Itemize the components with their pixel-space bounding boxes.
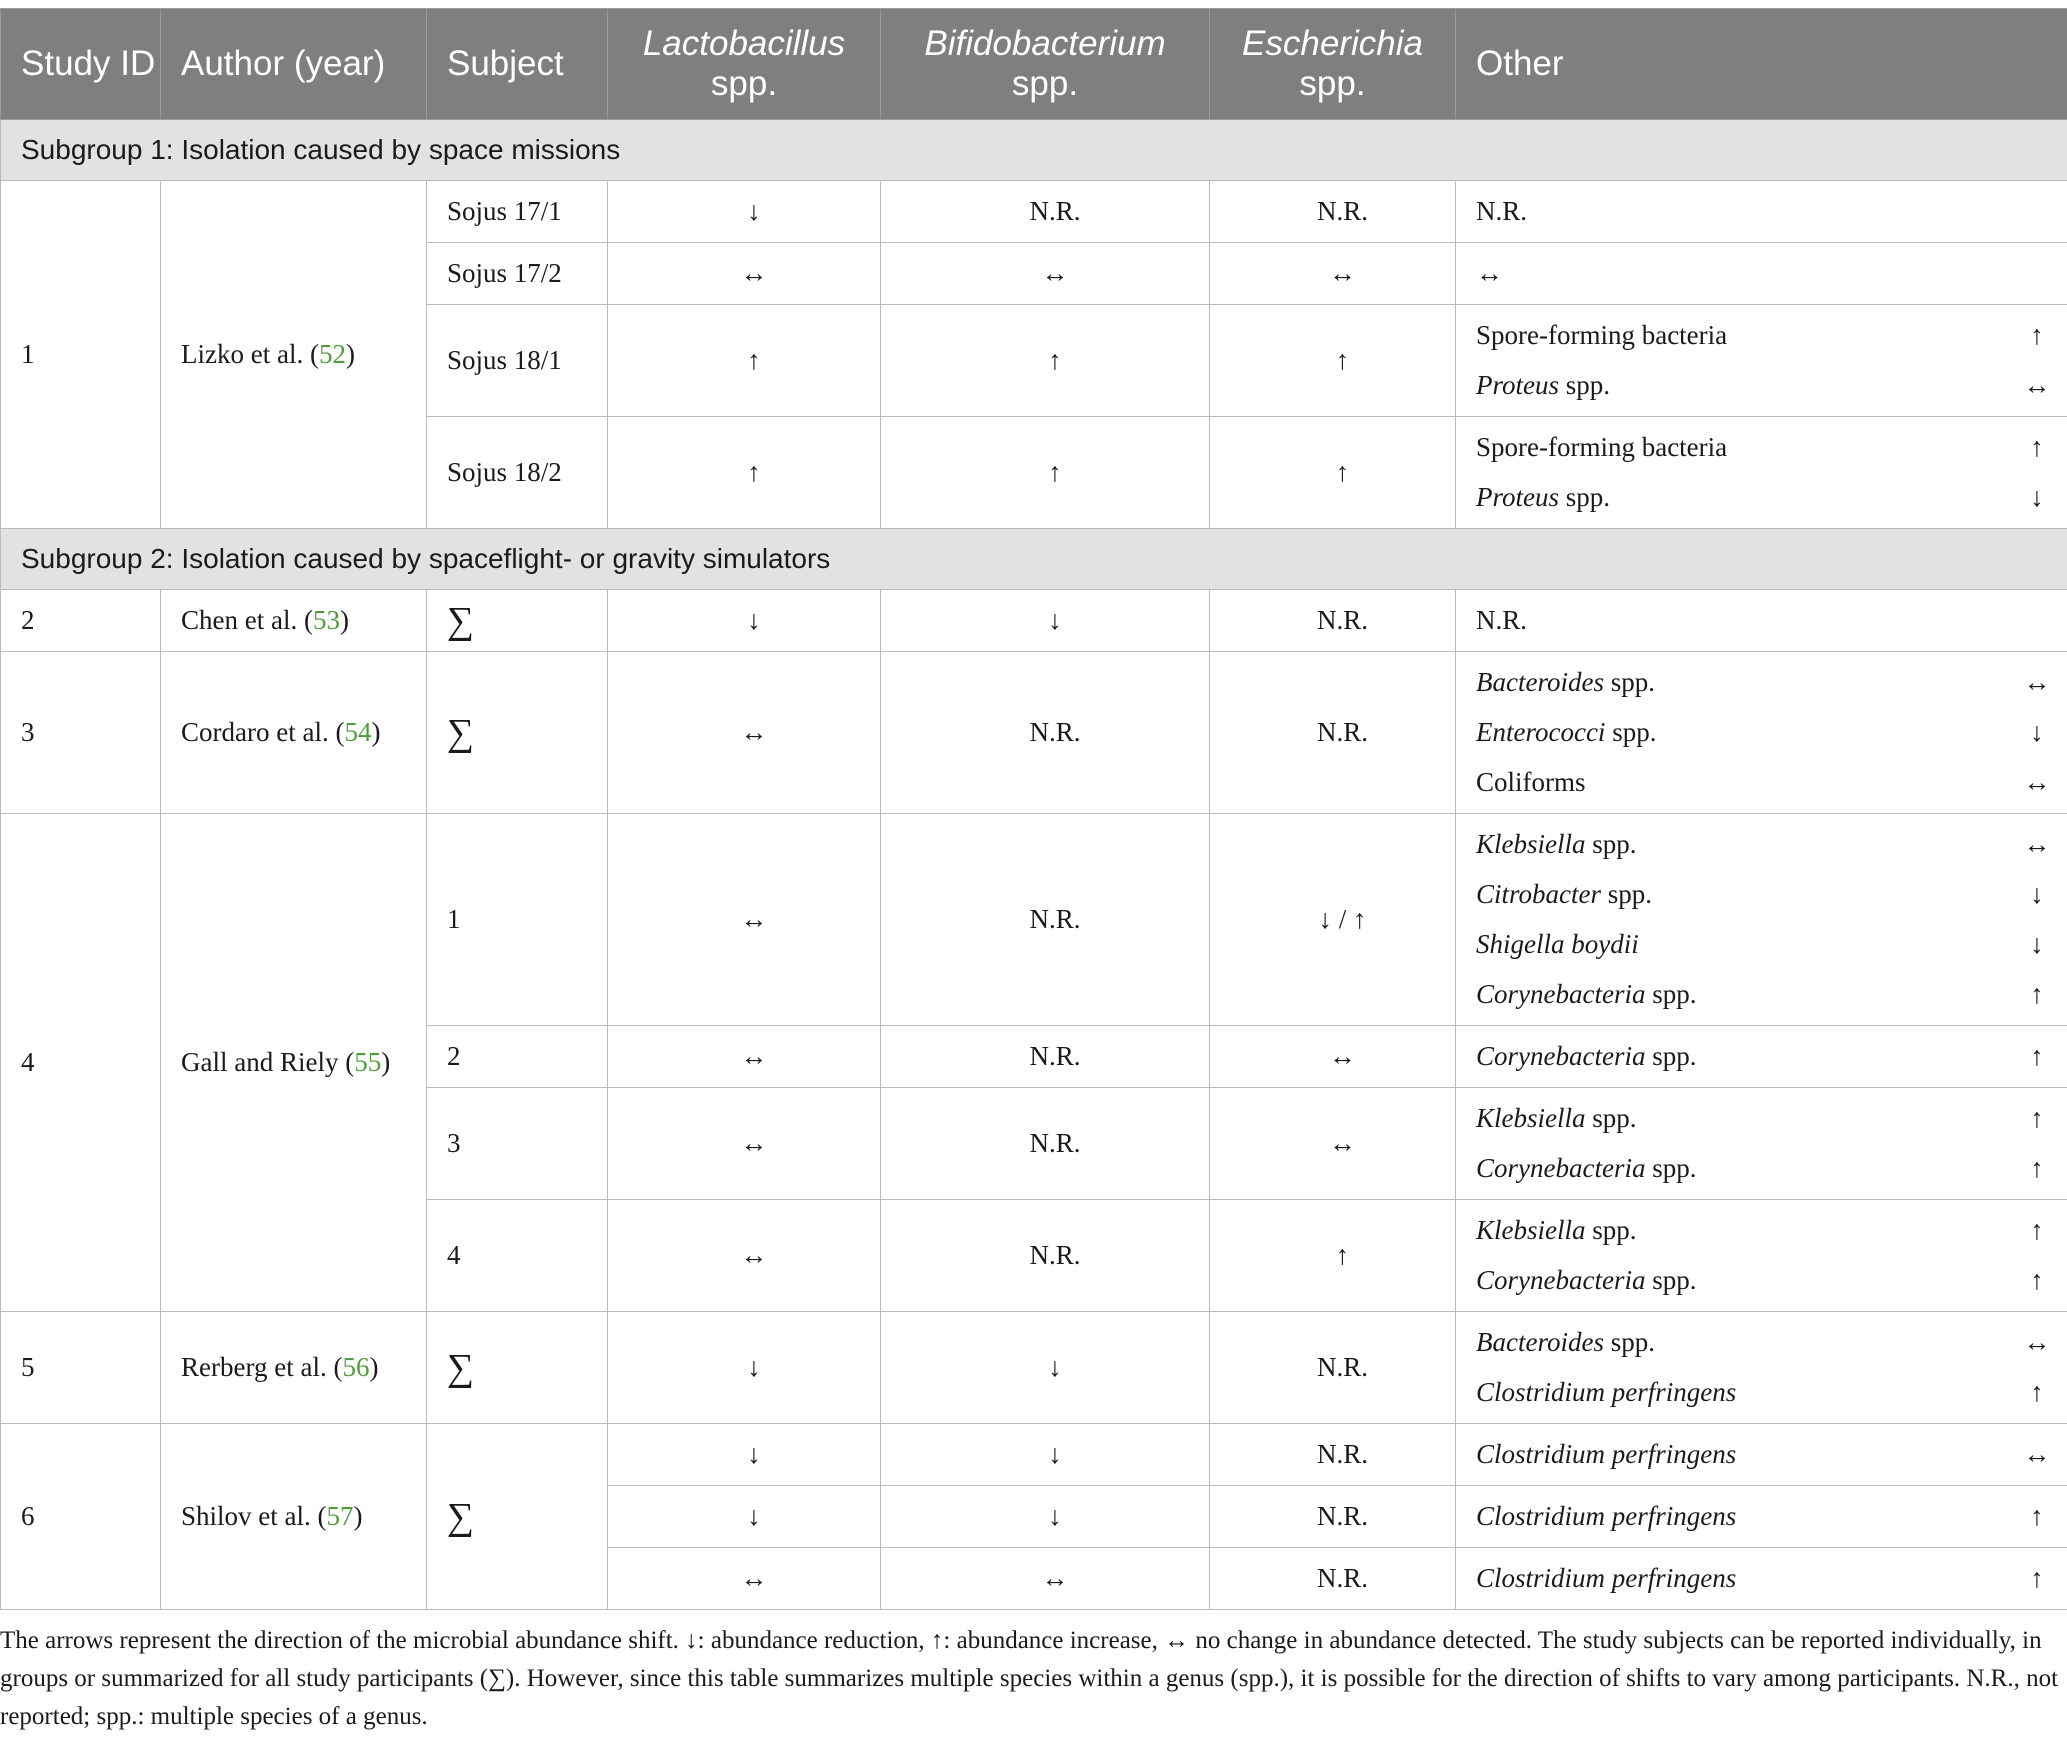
header-row [1,9,2067,120]
esch-shift: N.R. [1210,1312,1456,1424]
other-item: Proteus spp. ↓ [1476,482,2044,512]
bifido-shift: N.R. [881,814,1210,1026]
other-shift: ↔ [1456,243,2067,305]
esch-shift: ↑ [1210,305,1456,417]
lacto-shift: ↔ [608,1548,881,1610]
other-list [1456,1200,2067,1312]
bifido-shift: ↓ [881,1486,1210,1548]
subject: 4 [427,1200,608,1312]
header-escherichia: Escherichia spp. [1210,9,1456,120]
esch-shift: ↓ / ↑ [1210,814,1456,1026]
bifido-shift: N.R. [881,181,1210,243]
esch-shift: N.R. [1210,590,1456,652]
table-row [1,1424,2067,1486]
other-item: Clostridium perfringens ↔ [1476,1439,2051,1469]
study-id: 6 [1,1424,161,1610]
other-item: Clostridium perfringens ↑ [1476,1377,2044,1407]
lacto-shift: ↔ [608,1026,881,1088]
other-item: Clostridium perfringens ↑ [1476,1563,2044,1593]
lacto-shift: ↑ [608,305,881,417]
bifido-shift: ↔ [881,243,1210,305]
author: Lizko et al. (52) [161,181,427,529]
bifido-shift: ↓ [881,1424,1210,1486]
lacto-shift: ↓ [608,1486,881,1548]
header-subject: Subject [427,9,608,120]
lacto-shift: ↓ [608,1312,881,1424]
other-list [1456,1486,2067,1548]
author: Gall and Riely (55) [161,814,427,1312]
lacto-shift: ↔ [608,814,881,1026]
author: Shilov et al. (57) [161,1424,427,1610]
study-id: 1 [1,181,161,529]
other-list [1456,1424,2067,1486]
other-list [1456,1088,2067,1200]
esch-shift: ↑ [1210,417,1456,529]
lacto-shift: ↔ [608,243,881,305]
esch-shift: N.R. [1210,652,1456,814]
other-item: Spore-forming bacteria ↑ [1476,432,2044,462]
table-row [1,652,2067,814]
subject: 2 [427,1026,608,1088]
esch-shift: ↔ [1210,243,1456,305]
reference-link[interactable]: 53 [312,605,340,635]
other-item: Proteus spp. ↔ [1476,370,2051,400]
table-footnote: The arrows represent the direction of the microbial abundance shift. ↓: abundance reduction, ↑: abundance increase, ↔ no change in abundance detected. The study subjects can be reported individually, in groups or summarized for all study participants (∑). However, since this table summarizes multiple species within a genus (spp.), it is possible for the direction of shifts to vary among participants. N.R., not reported; spp.: multiple species of a genus. [0,1627,2059,1730]
other-list [1456,652,2067,814]
other-item: Klebsiella spp. ↔ [1476,829,2051,859]
header-bifidobacterium: Bifidobacterium spp. [881,9,1210,120]
lacto-shift: ↓ [608,181,881,243]
esch-shift: N.R. [1210,1486,1456,1548]
bifido-shift: N.R. [881,1026,1210,1088]
other-shift: N.R. [1456,181,2067,243]
other-item: Bacteroides spp. ↔ [1476,1327,2051,1357]
subject: Sojus 18/1 [427,305,608,417]
other-list [1456,1026,2067,1088]
author: Chen et al. (53) [161,590,427,652]
bifido-shift: ↓ [881,590,1210,652]
other-item: Clostridium perfringens ↑ [1476,1501,2044,1531]
other-item: Bacteroides spp. ↔ [1476,667,2051,697]
table-row [1,181,2067,243]
bifido-shift: N.R. [881,1200,1210,1312]
other-item: Shigella boydii ↓ [1476,929,2044,959]
lacto-shift: ↔ [608,1088,881,1200]
header-other: Other [1456,9,2067,120]
subgroup-row [1,120,2067,181]
other-item: Citrobacter spp. ↓ [1476,879,2044,909]
study-id: 4 [1,814,161,1312]
lacto-shift: ↓ [608,1424,881,1486]
subject: Sojus 17/2 [427,243,608,305]
other-item: Klebsiella spp. ↑ [1476,1103,2044,1133]
subgroup-2-label: Subgroup 2: Isolation caused by spaceflight- or gravity simulators [1,529,2067,590]
other-list [1456,305,2067,417]
lacto-shift: ↔ [608,1200,881,1312]
author: Cordaro et al. (54) [161,652,427,814]
subject: Sojus 17/1 [427,181,608,243]
subject: ∑ [427,590,608,652]
subject: ∑ [427,652,608,814]
other-item: Coliforms ↔ [1476,767,2051,797]
header-lactobacillus: Lactobacillus spp. [608,9,881,120]
reference-link[interactable]: 57 [326,1501,354,1531]
esch-shift: N.R. [1210,181,1456,243]
subject: 3 [427,1088,608,1200]
other-list [1456,1312,2067,1424]
bifido-shift: ↑ [881,417,1210,529]
subgroup-row [1,529,2067,590]
other-list [1456,1548,2067,1610]
esch-shift: ↔ [1210,1088,1456,1200]
esch-shift: N.R. [1210,1548,1456,1610]
study-id: 2 [1,590,161,652]
subgroup-1-label: Subgroup 1: Isolation caused by space missions [1,120,2067,181]
subject: Sojus 18/2 [427,417,608,529]
esch-shift: ↔ [1210,1026,1456,1088]
other-item: Corynebacteria spp. ↑ [1476,1153,2044,1183]
bifido-shift: ↔ [881,1548,1210,1610]
header-author: Author (year) [161,9,427,120]
reference-link[interactable]: 54 [344,717,372,747]
lacto-shift: ↑ [608,417,881,529]
table-row [1,590,2067,652]
table-row [1,1312,2067,1424]
other-list [1456,814,2067,1026]
reference-link[interactable]: 52 [318,339,346,369]
study-id: 5 [1,1312,161,1424]
bifido-shift: N.R. [881,1088,1210,1200]
results-table [0,8,2067,1610]
lacto-shift: ↔ [608,652,881,814]
subject: ∑ [427,1424,608,1610]
other-item: Spore-forming bacteria ↑ [1476,320,2044,350]
bifido-shift: ↓ [881,1312,1210,1424]
other-item: Corynebacteria spp. ↑ [1476,1041,2044,1071]
other-item: Enterococci spp. ↓ [1476,717,2044,747]
other-list [1456,417,2067,529]
subject: ∑ [427,1312,608,1424]
reference-link[interactable]: 56 [342,1352,370,1382]
esch-shift: ↑ [1210,1200,1456,1312]
other-shift: N.R. [1456,590,2067,652]
reference-link[interactable]: 55 [354,1047,382,1077]
subject: 1 [427,814,608,1026]
table-row [1,814,2067,1026]
header-study-id: Study ID [1,9,161,120]
author: Rerberg et al. (56) [161,1312,427,1424]
other-item: Klebsiella spp. ↑ [1476,1215,2044,1245]
bifido-shift: N.R. [881,652,1210,814]
esch-shift: N.R. [1210,1424,1456,1486]
study-id: 3 [1,652,161,814]
other-item: Corynebacteria spp. ↑ [1476,1265,2044,1295]
other-item: Corynebacteria spp. ↑ [1476,979,2044,1009]
lacto-shift: ↓ [608,590,881,652]
bifido-shift: ↑ [881,305,1210,417]
